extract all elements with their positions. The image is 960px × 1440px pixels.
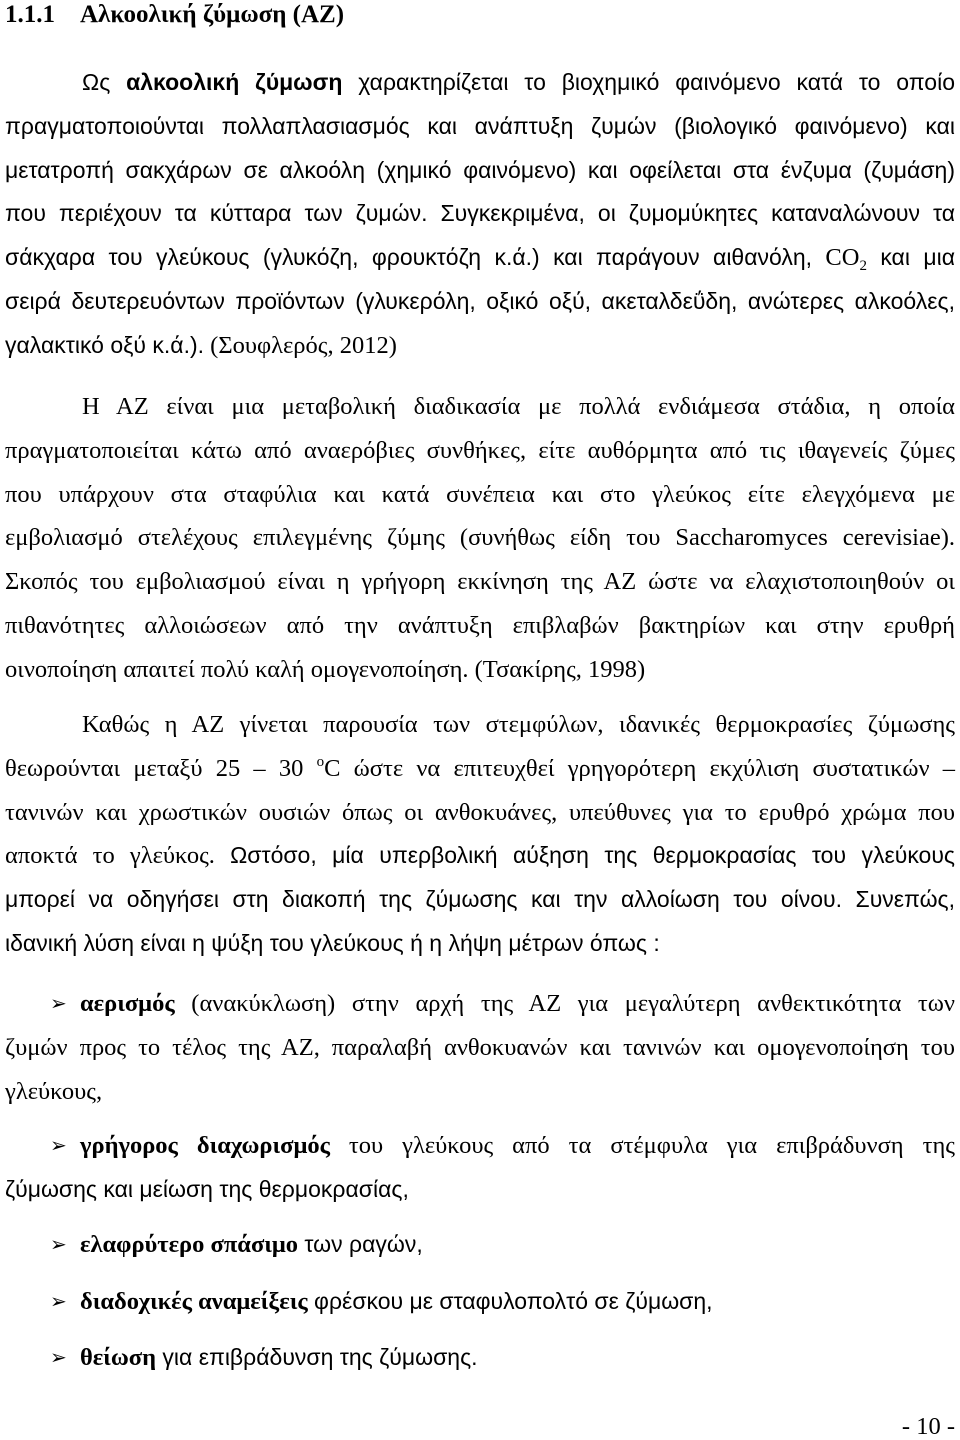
- paragraph-line: [5, 922, 955, 966]
- paragraph-line: [5, 747, 955, 791]
- bullet-item-successive-mixing: [5, 1280, 955, 1324]
- text-run: γλεύκους,: [5, 1077, 103, 1105]
- bullet-line: [5, 1026, 955, 1070]
- line-text: [5, 473, 955, 520]
- superscript: o: [316, 753, 325, 770]
- section-number: 1.1.1: [5, 1, 55, 28]
- bold-term: θείωση: [80, 1344, 157, 1371]
- bullet-item-aeration: [5, 982, 955, 1113]
- line-text: [5, 791, 955, 838]
- line-text: [5, 560, 955, 607]
- text-run: που υπάρχουν στα σταφύλια και κατά συνέπεια και στο γλεύκος είτε ελεγχόμενα με: [5, 480, 955, 508]
- paragraph-line: [5, 878, 955, 922]
- line-text: [5, 324, 397, 371]
- citation: (Σουφλερός, 2012): [204, 331, 397, 359]
- line-text: [82, 385, 955, 432]
- text-run: πραγματοποιείται κάτω από αναερόβιες συνθήκες, είτε αυθόρμητα από τις ιθαγενείς ζύμες: [5, 436, 955, 464]
- text-run: Καθώς η ΑΖ γίνεται παρουσία των στεμφύλων, ιδανικές θερμοκρασίες ζύμωσης: [82, 711, 955, 738]
- bullet-line: [80, 982, 955, 1026]
- text-run: Η ΑΖ είναι μια μεταβολική διαδικασία με πολλά ενδιάμεσα στάδια, η οποία: [82, 393, 955, 420]
- line-text: [5, 192, 955, 239]
- paragraph-line: [5, 149, 955, 193]
- chemical-formula: CO: [825, 244, 860, 272]
- paragraph-line: [5, 516, 955, 560]
- bullet-arrow-icon: ➢: [50, 1133, 67, 1157]
- section-title: Αλκοολική ζύμωση (ΑΖ): [80, 1, 345, 28]
- line-text: [5, 149, 955, 196]
- bullet-line: [80, 1336, 955, 1380]
- line-text: [80, 982, 955, 1029]
- text-run: εμβολιασμό στελέχους επιλεγμένης ζύμης (συνήθως είδη του Saccharomyces cerevisiae).: [5, 524, 955, 552]
- text-run: και μια: [866, 244, 955, 271]
- text-run: τανινών και χρωστικών ουσιών όπως οι ανθοκυάνες, υπεύθυνες για το ερυθρό χρώμα που: [5, 798, 955, 826]
- line-text: [5, 834, 955, 881]
- line-text: [5, 878, 955, 925]
- paragraph-line: [5, 560, 955, 604]
- text-run: θεωρούνται μεταξύ 25 – 30: [5, 754, 317, 782]
- text-run: χαρακτηρίζεται το βιοχημικό φαινόμενο κατά το οποίο: [342, 69, 956, 95]
- line-text: [5, 280, 955, 327]
- paragraph-line: [82, 61, 955, 105]
- bullet-item-fast-separation: [5, 1124, 955, 1212]
- bullet-item-sulfuring: [5, 1336, 955, 1380]
- text-run: για επιβράδυνση της ζύμωσης.: [156, 1344, 478, 1370]
- line-text: [5, 922, 660, 969]
- paragraph-line: [82, 703, 955, 747]
- line-text: [80, 1280, 713, 1327]
- line-text: [80, 1223, 423, 1270]
- text-run: που περιέχουν τα κύτταρα των ζυμών. Συγκεκριμένα, οι ζυμομύκητες καταναλώνουν τα: [5, 200, 955, 227]
- bold-term: αερισμός: [80, 990, 175, 1017]
- paragraph-definition: [5, 61, 955, 368]
- text-run: σάκχαρα του γλεύκους (γλυκόζη, φρουκτόζη κ.ά.) και παράγουν αιθανόλη,: [5, 244, 826, 271]
- text-run: γαλακτικό οξύ κ.ά.).: [5, 331, 205, 358]
- line-text: [80, 1336, 478, 1383]
- line-text: [5, 648, 645, 695]
- bullet-arrow-icon: ➢: [50, 1345, 67, 1369]
- line-text: [5, 1168, 409, 1215]
- bullet-arrow-icon: ➢: [50, 1232, 67, 1256]
- text-run: των ραγών,: [298, 1231, 423, 1257]
- text-run: C ώστε να επιτευχθεί γρηγορότερη εκχύλιση συστατικών –: [324, 754, 956, 782]
- paragraph-line: [5, 192, 955, 236]
- bullet-line: [80, 1280, 955, 1324]
- line-text: [5, 516, 955, 563]
- subscript: 2: [859, 258, 867, 275]
- paragraph-line: [5, 791, 955, 835]
- paragraph-line: [5, 604, 955, 648]
- line-text: [82, 703, 955, 750]
- bold-term: αλκοολική ζύμωση: [126, 69, 343, 95]
- paragraph-line: [5, 324, 955, 368]
- paragraph-fermentation-process: [5, 385, 955, 692]
- text-run: πραγματοποιούνται πολλαπλασιασμός και ανάπτυξη ζυμών (βιολογικό φαινόμενο) και: [5, 112, 955, 139]
- text-run: ιδανική λύση είναι η ψύξη του γλεύκους ή η λήψη μέτρων όπως :: [5, 929, 660, 956]
- paragraph-line: [5, 429, 955, 473]
- line-text: [5, 1026, 955, 1073]
- text-run: Ωστόσο, μία υπερβολική αύξηση της θερμοκρασίας του γλεύκους: [230, 842, 955, 869]
- text-run: πιθανότητες αλλοιώσεων από την ανάπτυξη επιβλαβών βακτηρίων και στην ερυθρή: [5, 611, 955, 639]
- text-run: μπορεί να οδηγήσει στη διακοπή της ζύμωσης και την αλλοίωση του οίνου. Συνεπώς,: [5, 886, 955, 913]
- text-run: ζυμών προς το τέλος της ΑΖ, παραλαβή ανθοκυανών και τανινών και ομογενοποίηση του: [5, 1033, 955, 1061]
- bold-term: διαδοχικές αναμείξεις: [80, 1288, 308, 1315]
- line-text: [80, 1124, 955, 1171]
- bullet-line: [80, 1124, 955, 1168]
- bold-term: ελαφρύτερο σπάσιμο: [80, 1231, 299, 1258]
- text-run: του γλεύκους από τα στέμφυλα για επιβράδυνση της: [329, 1132, 955, 1159]
- text-run: (ανακύκλωση) στην αρχή της ΑΖ για μεγαλύτερη ανθεκτικότητα των: [174, 990, 955, 1017]
- text-run: αποκτά το γλεύκος.: [5, 842, 231, 870]
- bullet-arrow-icon: ➢: [50, 1289, 67, 1313]
- text-run: μετατροπή σακχάρων σε αλκοόλη (χημικό φαινόμενο) και οφείλεται στα ένζυμα (ζυμάση): [5, 156, 955, 183]
- paragraph-line: [5, 648, 955, 692]
- bullet-line: [5, 1070, 955, 1114]
- paragraph-line: [82, 385, 955, 429]
- bold-term: γρήγορος διαχωρισμός: [80, 1132, 330, 1159]
- line-text: [5, 1070, 102, 1117]
- paragraph-line: [5, 473, 955, 517]
- paragraph-temperature: [5, 703, 955, 966]
- line-text: [5, 747, 955, 794]
- bullet-line: [80, 1223, 955, 1267]
- line-text: [5, 236, 955, 283]
- bullet-line: [5, 1168, 955, 1212]
- paragraph-line: [5, 280, 955, 324]
- text-run: ζύμωσης και μείωση της θερμοκρασίας,: [5, 1175, 409, 1202]
- bullet-arrow-icon: ➢: [50, 991, 67, 1015]
- line-text: [5, 429, 955, 476]
- line-text: [82, 61, 955, 108]
- paragraph-line: [5, 834, 955, 878]
- paragraph-line: [5, 105, 955, 149]
- text-run: Σκοπός του εμβολιασμού είναι η γρήγορη εκκίνηση της ΑΖ ώστε να ελαχιστοποιηθούν οι: [5, 568, 955, 596]
- text-run: Ως: [82, 69, 127, 95]
- section-heading: [5, 0, 955, 30]
- page-number: - 10 -: [901, 1413, 955, 1440]
- text-run: φρέσκου με σταφυλοπολτό σε ζύμωση,: [307, 1288, 713, 1314]
- bullet-item-lighter-crushing: [5, 1223, 955, 1267]
- line-text: [5, 604, 955, 651]
- text-run: σειρά δευτερευόντων προϊόντων (γλυκερόλη, οξικό οξύ, ακεταλδεΰδη, ανώτερες αλκοόλες,: [5, 287, 955, 314]
- line-text: [5, 105, 955, 152]
- text-run: οινοποίηση απαιτεί πολύ καλή ομογενοποίηση. (Τσακίρης, 1998): [5, 655, 646, 683]
- paragraph-line: [5, 236, 955, 280]
